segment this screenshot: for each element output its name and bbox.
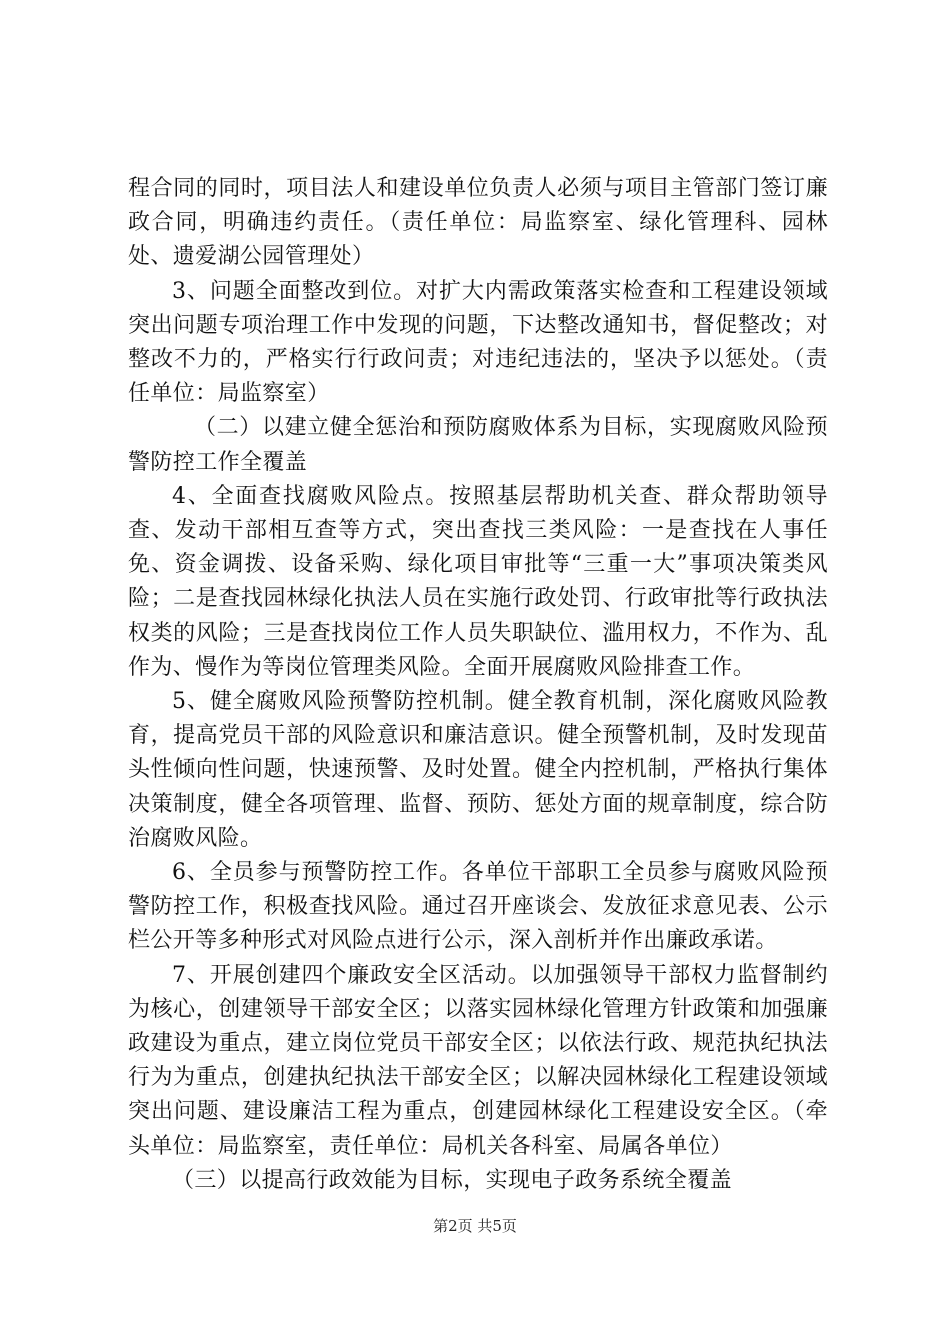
section-heading-2: （二）以建立健全惩治和预防腐败体系为目标，实现腐败风险预警防控工作全覆盖 bbox=[128, 415, 828, 475]
paragraph-contract-continuation: 程合同的同时，项目法人和建设单位负责人必须与项目主管部门签订廉政合同，明确违约责任。（责任单位：局监察室、绿化管理科、园林处、遗爱湖公园管理处） bbox=[128, 176, 828, 270]
paragraph-item-5: 5、健全腐败风险预警防控机制。健全教育机制，深化腐败风险教育，提高党员干部的风险意识和廉洁意识。健全预警机制，及时发现苗头性倾向性问题，快速预警、及时处置。健全内控机制，严格执行集体决策制度，健全各项管理、监督、预防、惩处方面的规章制度，综合防治腐败风险。 bbox=[128, 689, 828, 851]
document-body bbox=[128, 172, 828, 1198]
paragraph-item-3: 3、问题全面整改到位。对扩大内需政策落实检查和工程建设领域突出问题专项治理工作中发现的问题，下达整改通知书，督促整改；对整改不力的，严格实行行政问责；对违纪违法的，坚决予以惩处。（责任单位：局监察室） bbox=[128, 278, 828, 407]
paragraph-item-6: 6、全员参与预警防控工作。各单位干部职工全员参与腐败风险预警防控工作，积极查找风险。通过召开座谈会、发放征求意见表、公示栏公开等多种形式对风险点进行公示，深入剖析并作出廉政承诺。 bbox=[128, 860, 828, 954]
paragraph-item-7: 7、开展创建四个廉政安全区活动。以加强领导干部权力监督制约为核心，创建领导干部安全区；以落实园林绿化管理方针政策和加强廉政建设为重点，建立岗位党员干部安全区；以依法行政、规范执纪执法行为为重点，创建执纪执法干部安全区；以解决园林绿化工程建设领域突出问题、建设廉洁工程为重点，创建园林绿化工程建设安全区。（牵头单位：局监察室，责任单位：局机关各科室、局属各单位） bbox=[128, 962, 828, 1159]
paragraph-item-4: 4、全面查找腐败风险点。按照基层帮助机关查、群众帮助领导查、发动干部相互查等方式，突出查找三类风险：一是查找在人事任免、资金调拨、设备采购、绿化项目审批等“三重一大”事项决策类风险；二是查找园林绿化执法人员在实施行政处罚、行政审批等行政执法权类的风险；三是查找岗位工作人员失职缺位、滥用权力，不作为、乱作为、慢作为等岗位管理类风险。全面开展腐败风险排查工作。 bbox=[128, 483, 828, 680]
page-number-footer: 第2页 共5页 bbox=[433, 1217, 517, 1235]
section-heading-3: （三）以提高行政效能为目标，实现电子政务系统全覆盖 bbox=[172, 1167, 733, 1193]
